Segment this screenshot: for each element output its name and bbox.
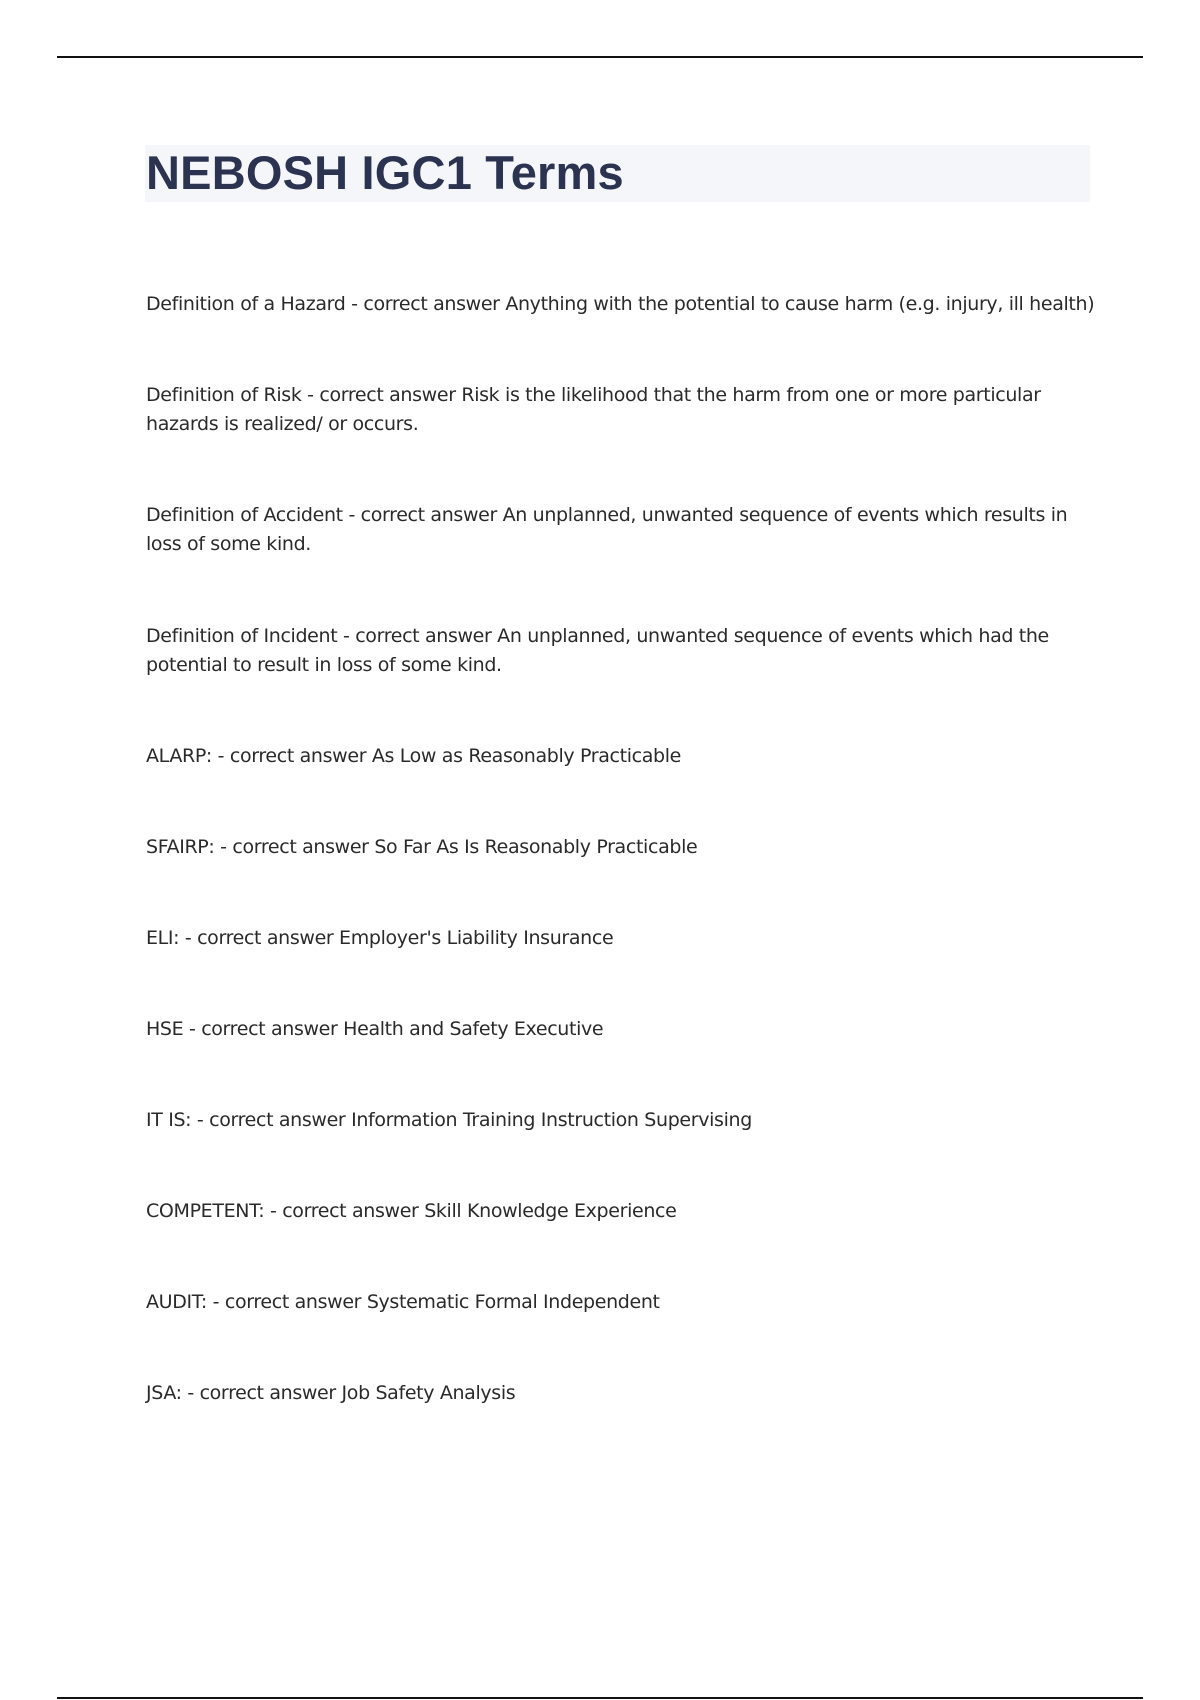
term-entry-alarp: ALARP: - correct answer As Low as Reasonably Practicable	[146, 745, 682, 767]
term-entry-it-is: IT IS: - correct answer Information Training Instruction Supervising	[146, 1109, 752, 1131]
page-title: NEBOSH IGC1 Terms	[146, 146, 624, 199]
term-entry-incident: Definition of Incident - correct answer An unplanned, unwanted sequence of events which had the potential to result in loss of some kind.	[146, 625, 1049, 676]
term-entry-hazard: Definition of a Hazard - correct answer Anything with the potential to cause harm (e.g. injury, ill health)	[146, 293, 1095, 315]
term-entry-audit: AUDIT: - correct answer Systematic Formal Independent	[146, 1291, 660, 1313]
top-rule	[57, 56, 1143, 58]
term-entry-risk: Definition of Risk - correct answer Risk is the likelihood that the harm from one or more particular hazards is realized/ or occurs.	[146, 384, 1041, 435]
term-entry-accident: Definition of Accident - correct answer An unplanned, unwanted sequence of events which results in loss of some kind.	[146, 504, 1068, 555]
term-entry-jsa: JSA: - correct answer Job Safety Analysis	[146, 1382, 516, 1404]
term-entry-competent: COMPETENT: - correct answer Skill Knowledge Experience	[146, 1200, 677, 1222]
term-entry-sfairp: SFAIRP: - correct answer So Far As Is Reasonably Practicable	[146, 836, 698, 858]
term-entry-hse: HSE - correct answer Health and Safety Executive	[146, 1018, 604, 1040]
bottom-rule	[57, 1697, 1143, 1699]
term-entry-eli: ELI: - correct answer Employer's Liability Insurance	[146, 927, 614, 949]
